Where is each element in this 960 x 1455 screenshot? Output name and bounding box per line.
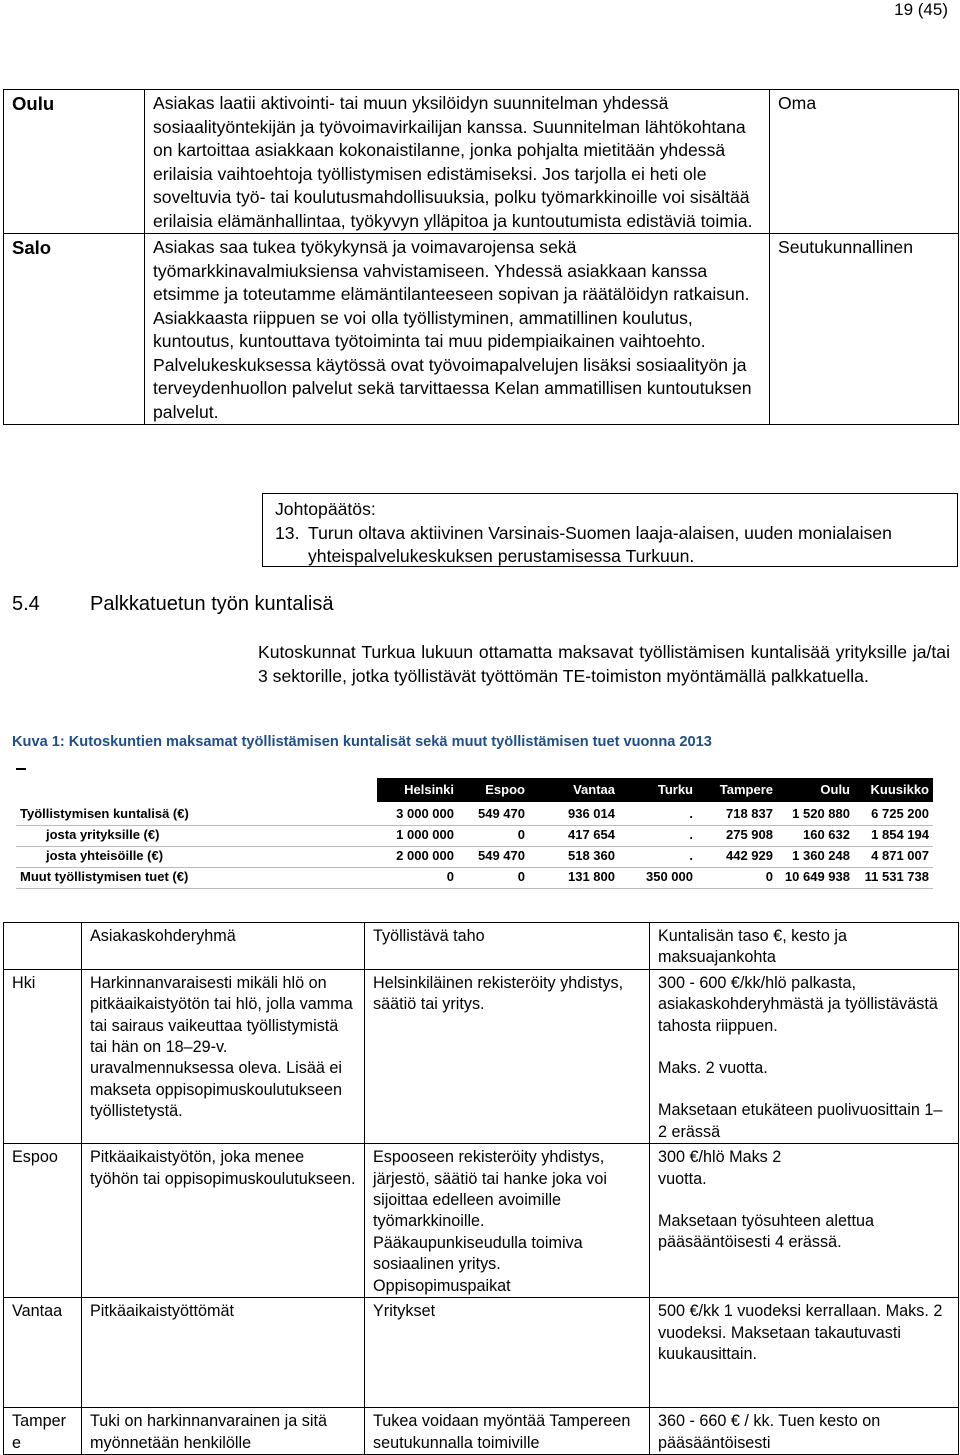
city-cell: Tampere <box>4 1408 82 1455</box>
level-cell <box>650 1144 959 1298</box>
figure-row-divider <box>16 888 933 889</box>
figure-column-header: Espoo <box>485 782 525 797</box>
body-paragraph: Kutoskunnat Turkua lukuun ottamatta maksavat työllistämisen kuntalisää yrityksille ja/tai 3 sektorille, jotka työllistävät työttömän TE-toimiston myöntämällä palkkatuella. <box>258 642 950 686</box>
figure-cell: 417 654 <box>568 827 615 842</box>
header-cell: Työllistävä taho <box>365 923 650 970</box>
conclusion-number: 13. <box>275 522 300 543</box>
figure-column-header: Tampere <box>719 782 773 797</box>
table-header-row <box>4 923 959 970</box>
city-cell: Espoo <box>4 1144 82 1298</box>
figure-cell: . <box>689 806 693 821</box>
figure-cell: 1 520 880 <box>792 806 850 821</box>
section-number: 5.4 <box>12 593 40 615</box>
services-table <box>3 89 959 425</box>
table-row <box>4 1408 959 1455</box>
figure-cell: . <box>689 848 693 863</box>
section-title: Palkkatuetun työn kuntalisä <box>90 593 334 615</box>
conclusion-item <box>275 522 957 569</box>
section-heading <box>12 593 334 616</box>
level-line: Maksetaan etukäteen puolivuosittain 1–2 erässä <box>658 1101 943 1141</box>
figure-column-header: Helsinki <box>404 782 454 797</box>
figure-cell: 1 360 248 <box>792 848 850 863</box>
conclusion-box <box>262 493 958 567</box>
header-cell <box>4 923 82 970</box>
type-cell: Seutukunnallinen <box>770 234 959 425</box>
level-line: 300 €/hlö Maks 2 vuotta. <box>658 1148 782 1188</box>
conclusion-text: Turun oltava aktiivinen Varsinais-Suomen laaja-alaisen, uuden monialaisen yhteispalvelukeskuksen perustamisessa Turkuun. <box>308 522 892 566</box>
figure-cell: 160 632 <box>803 827 850 842</box>
table-row <box>4 1144 959 1298</box>
figure-column-header: Kuusikko <box>870 782 929 797</box>
description-cell: Asiakas laatii aktivointi- tai muun yksilöidyn suunnitelman yhdessä sosiaalityöntekijän ja työvoimavirkailijan kanssa. Suunnitelman lähtökohtana on kartoittaa asiakkaan kokonaistilanne, jonka pohjalta mietitään yhdessä erilaisia vaihtoehtoja työllistymisen edistämiseksi. Jos tarjolla ei heti ole soveltuvia työ- tai koulutusmahdollisuuksia, polku työmarkkinoille voi sisältää erilaisia elämänhallintaa, työkyvyn ylläpitoa ja kuntoutumista edistäviä toimia. <box>145 90 770 234</box>
figure-cell: 549 470 <box>478 806 525 821</box>
table-row <box>4 1298 959 1408</box>
figure-cell: 718 837 <box>726 806 773 821</box>
figure-row-divider <box>16 825 933 826</box>
target-cell: Pitkäaikaistyötön, joka menee työhön tai oppisopimuskoulutukseen. <box>82 1144 365 1298</box>
figure-cell: 442 929 <box>726 848 773 863</box>
figure-row-divider <box>16 846 933 847</box>
target-cell: Harkinnanvaraisesti mikäli hlö on pitkäaikaistyötön tai hlö, jolla vamma tai sairaus vaikeuttaa työllistymistä tai hän on 18–29-v. uravalmennuksessa oleva. Lisää ei makseta oppisopimuskoulutukseen työllistetystä. <box>82 969 365 1143</box>
figure-cell: 350 000 <box>646 869 693 884</box>
employer-cell: Yritykset <box>365 1298 650 1408</box>
table-row <box>4 969 959 1143</box>
target-cell: Pitkäaikaistyöttömät <box>82 1298 365 1408</box>
figure-column-header: Vantaa <box>573 782 615 797</box>
type-cell: Oma <box>770 90 959 234</box>
figure-cell: 131 800 <box>568 869 615 884</box>
figure-cell: 4 871 007 <box>871 848 929 863</box>
city-cell: Salo <box>4 234 145 425</box>
figure-column-header: Turku <box>657 782 693 797</box>
figure-cell: 3 000 000 <box>396 806 454 821</box>
city-cell: Hki <box>4 969 82 1143</box>
figure-row-divider <box>16 867 933 868</box>
figure-row-label: Työllistymisen kuntalisä (€) <box>20 806 189 821</box>
level-cell <box>650 1408 959 1455</box>
figure-cell: 0 <box>517 827 525 842</box>
figure-cell: 0 <box>517 869 525 884</box>
figure-cell: . <box>689 827 693 842</box>
figure-table <box>16 778 933 888</box>
figure-cell: 275 908 <box>726 827 773 842</box>
level-line: Maks. 2 vuotta. <box>658 1059 768 1078</box>
figure-cell: 11 531 738 <box>864 869 929 884</box>
table-row <box>4 234 959 425</box>
figure-row-label: josta yrityksille (€) <box>46 827 160 842</box>
page-number: 19 (45) <box>894 0 948 19</box>
figure-cell: 549 470 <box>478 848 525 863</box>
level-cell <box>650 969 959 1143</box>
level-line: 300 - 600 €/kk/hlö palkasta, asiakaskohderyhmästä ja työllistävästä tahosta riippuen. <box>658 973 938 1035</box>
level-line: Maksetaan työsuhteen alettua pääsääntöisesti 4 erässä. <box>658 1212 874 1252</box>
header-cell: Asiakaskohderyhmä <box>82 923 365 970</box>
figure-column-header: Oulu <box>820 782 850 797</box>
level-cell <box>650 1298 959 1408</box>
figure-cell: 10 649 938 <box>784 869 850 884</box>
city-cell: Vantaa <box>4 1298 82 1408</box>
figure-cell: 518 360 <box>568 848 615 863</box>
figure-cell: 1 854 194 <box>871 827 929 842</box>
target-cell: Tuki on harkinnanvarainen ja sitä myönnetään henkilölle <box>82 1408 365 1455</box>
level-line: 500 €/kk 1 vuodeksi kerrallaan. Maks. 2 vuodeksi. Maksetaan takautuvasti kuukausittain. <box>658 1302 943 1363</box>
header-cell: Kuntalisän taso €, kesto ja maksuajankohta <box>650 923 959 970</box>
employer-cell: Tukea voidaan myöntää Tampereen seutukunnalla toimiville <box>365 1408 650 1455</box>
figure-cell: 6 725 200 <box>871 806 929 821</box>
figure-row-label: Muut työllistymisen tuet (€) <box>20 869 189 884</box>
figure-cell: 2 000 000 <box>396 848 454 863</box>
figure-mark <box>16 768 26 773</box>
figure-cell: 0 <box>765 869 773 884</box>
description-cell: Asiakas saa tukea työkykynsä ja voimavarojensa sekä työmarkkinavalmiuksiensa vahvistamiseen. Yhdessä asiakkaan kanssa etsimme ja toteutamme elämäntilanteeseen sopivan ja räätälöidyn ratkaisun. Asiakkaasta riippuen se voi olla työllistyminen, ammatillinen koulutus, kuntoutus, kuntouttava työtoiminta tai muu pidempiaikainen vaihtoehto. Palvelukeskuksessa käytössä ovat työvoimapalvelujen lisäksi sosiaalityön ja terveydenhuollon palvelut sekä tarvittaessa Kelan ammatillisen kuntoutuksen palvelut. <box>145 234 770 425</box>
employer-cell: Espooseen rekisteröity yhdistys, järjestö, säätiö tai hanke joka voi sijoittaa edelleen avoimille työmarkkinoille. Pääkaupunkiseudulla toimiva sosiaalinen yritys. Oppisopimuspaikat <box>365 1144 650 1298</box>
figure-cell: 1 000 000 <box>396 827 454 842</box>
conclusion-label: Johtopäätös: <box>275 499 376 519</box>
figure-row-label: josta yhteisöille (€) <box>46 848 164 863</box>
figure-cell: 936 014 <box>568 806 615 821</box>
city-cell: Oulu <box>4 90 145 234</box>
employer-cell: Helsinkiläinen rekisteröity yhdistys, säätiö tai yritys. <box>365 969 650 1143</box>
figure-cell: 0 <box>446 869 454 884</box>
level-line: 360 - 660 € / kk. Tuen kesto on pääsääntöisesti <box>658 1412 881 1452</box>
figure-caption: Kuva 1: Kutoskuntien maksamat työllistämisen kuntalisät sekä muut työllistämisen tuet vuonna 2013 <box>12 734 712 750</box>
supplement-table <box>3 922 959 1455</box>
table-row <box>4 90 959 234</box>
